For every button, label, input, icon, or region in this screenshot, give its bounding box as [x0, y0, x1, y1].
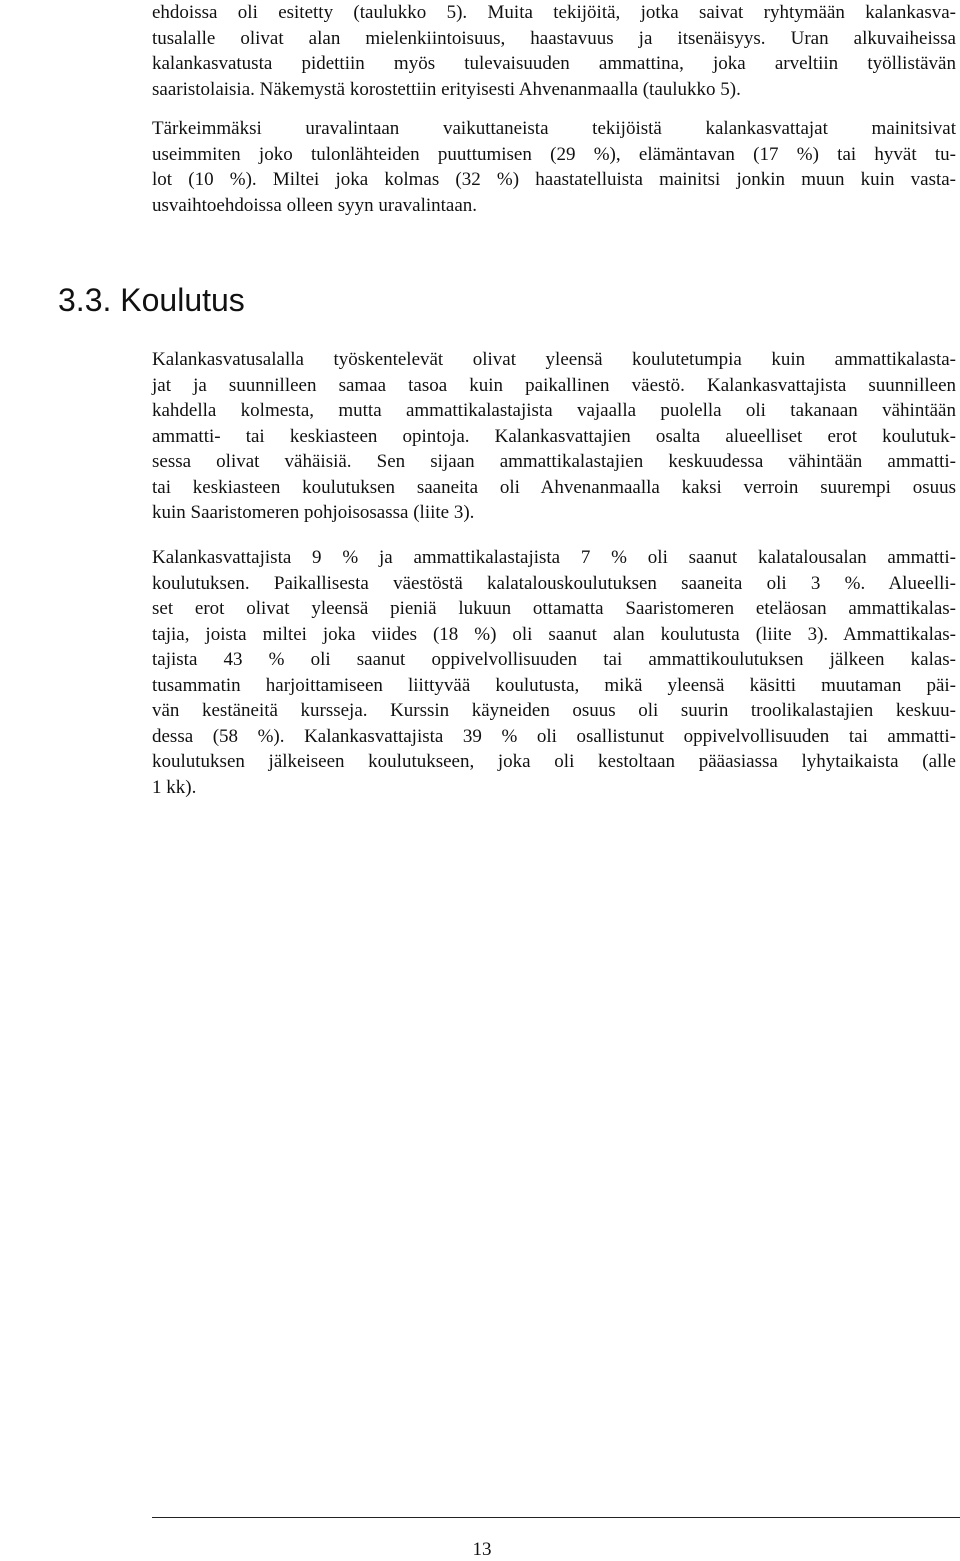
text-line: koulutuksen. Paikallisesta väestöstä kalatalouskoulutuksen saaneita oli 3 %. Alueelli-	[152, 572, 956, 594]
text-line: dessa (58 %). Kalankasvattajista 39 % oli osallistunut oppivelvollisuuden tai ammatti-	[152, 725, 956, 747]
text-line: kahdella kolmesta, mutta ammattikalastajista vajaalla puolella oli takanaan vähintään	[152, 400, 956, 421]
text-line: tai keskiasteen koulutuksen saaneita oli Ahvenanmaalla kaksi verroin suurempi osuus	[152, 476, 956, 498]
text-line: vän kestäneitä kursseja. Kurssin käyneiden osuus oli suurin troolikalastajien keskuu-	[152, 700, 956, 721]
text-line: set erot olivat yleensä pieniä lukuun ottamatta Saaristomeren eteläosan ammattikalas-	[152, 598, 956, 619]
text-line: sessa olivat vähäisiä. Sen sijaan ammattikalastajien keskuudessa vähintään ammatti-	[152, 451, 956, 472]
text-line: ammatti- tai keskiasteen opintoja. Kalankasvattajien osalta alueelliset erot koulutuk-	[152, 425, 956, 447]
text-line: Kalankasvatusalalla työskentelevät olivat yleensä koulutetumpia kuin ammattikalasta-	[152, 349, 956, 370]
text-line: jat ja suunnilleen samaa tasoa kuin paikallinen väestö. Kalankasvattajista suunnilleen	[152, 374, 956, 396]
text-line: tusalalle olivat alan mielenkiintoisuus, haastavuus ja itsenäisyys. Uran alkuvaiheissa	[152, 27, 956, 49]
paragraph-main-career-factors	[152, 116, 956, 218]
text-line: 1 kk).	[152, 776, 197, 798]
text-line: tusammatin harjoittamiseen liittyvää koulutusta, mikä yleensä käsitti muutaman päi-	[152, 674, 956, 696]
footer-divider	[152, 1517, 960, 1518]
text-line: Tärkeimmäksi uravalintaan vaikuttaneista tekijöistä kalankasvattajat mainitsivat	[152, 118, 956, 139]
page-number	[0, 1539, 960, 1561]
text-line: ehdoissa oli esitetty (taulukko 5). Muita tekijöitä, jotka saivat ryhtymään kalankasva-	[152, 2, 956, 23]
text-line: usvaihtoehdoissa olleen syyn uravalintaan.	[152, 194, 478, 216]
paragraph-fisheries-training	[152, 545, 956, 800]
paragraph-career-reasons	[152, 0, 956, 102]
text-line: tajia, joista miltei joka viides (18 %) oli saanut alan koulutusta (liite 3). Ammattikalas-	[152, 623, 956, 645]
page-number-text: 13	[472, 1539, 492, 1560]
section-heading: 3.3. Koulutus	[58, 282, 245, 318]
text-line: useimmiten joko tulonlähteiden puuttumisen (29 %), elämäntavan (17 %) tai hyvät tu-	[152, 143, 956, 165]
text-line: koulutuksen jälkeiseen koulutukseen, joka oli kestoltaan pääasiassa lyhytaikaista (alle	[152, 751, 956, 772]
text-line: lot (10 %). Miltei joka kolmas (32 %) haastatelluista mainitsi jonkin muun kuin vasta-	[152, 169, 956, 190]
text-line: Kalankasvattajista 9 % ja ammattikalastajista 7 % oli saanut kalatalousalan ammatti-	[152, 547, 956, 568]
paragraph-education-levels	[152, 347, 956, 526]
text-line: kalankasvatusta pidettiin myös tulevaisuuden ammattina, joka arveltiin työllistävän	[152, 53, 956, 74]
text-line: kuin Saaristomeren pohjoisosassa (liite 3).	[152, 502, 475, 523]
text-line: saaristolaisia. Näkemystä korostettiin erityisesti Ahvenanmaalla (taulukko 5).	[152, 78, 741, 100]
text-line: tajista 43 % oli saanut oppivelvollisuuden tai ammattikoulutuksen jälkeen kalas-	[152, 649, 956, 670]
